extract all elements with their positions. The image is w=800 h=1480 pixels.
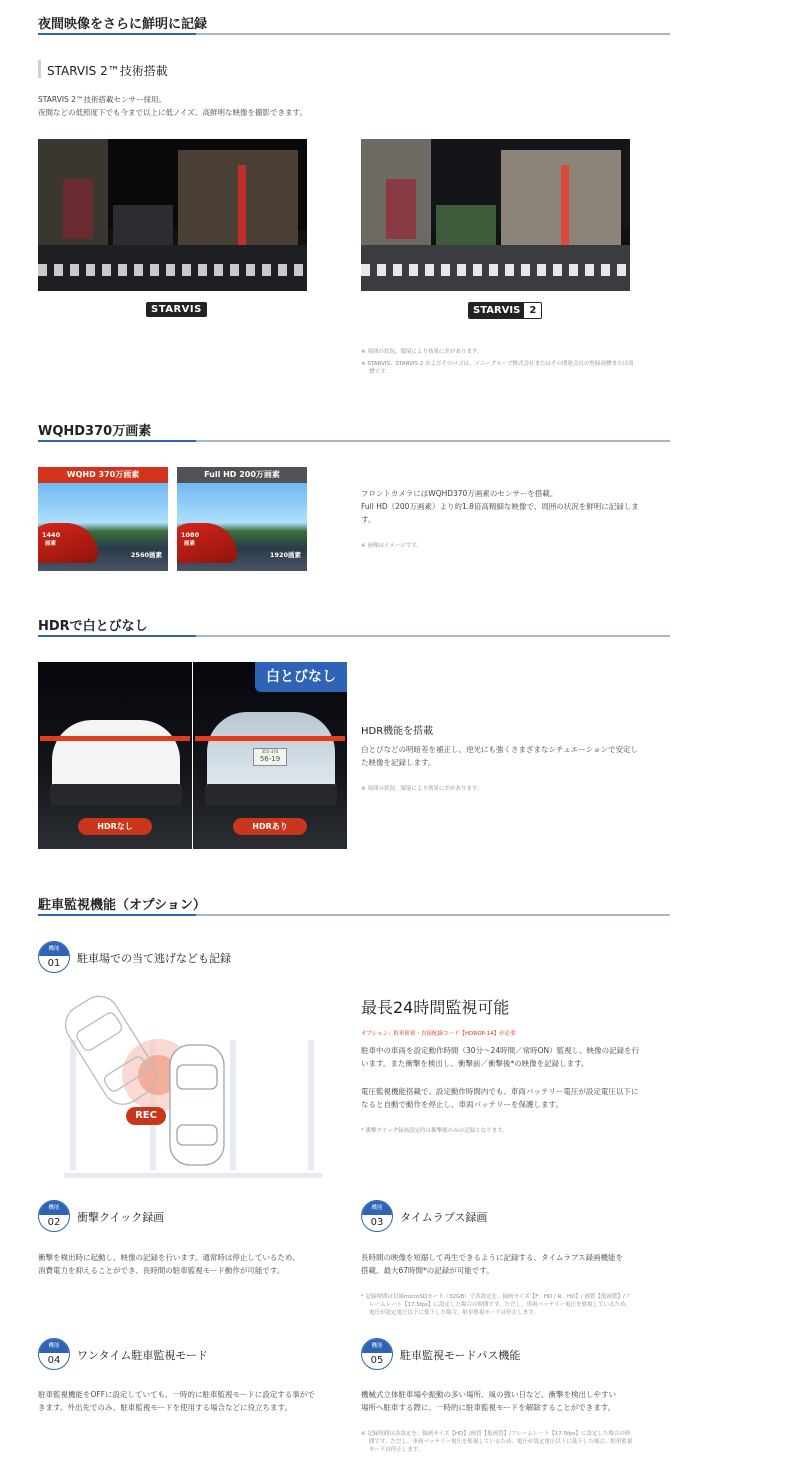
feature-badge-02 [38, 1200, 70, 1232]
fullhd-height-unit: 画素 [184, 541, 196, 547]
no-blowout-banner: 白とびなし [255, 662, 347, 692]
fullhd-width: 1920画素 [269, 551, 301, 559]
wqhd-text-2: Full HD（200万画素）より約1.8倍高精細な映像で、周囲の状況を鮮明に記録しま [361, 502, 639, 511]
starvis2-logo-num: 2 [524, 303, 541, 318]
feature-03-note-3: 電圧が設定電圧以下に低下した場合、駐車監視モードは停止します。 [369, 1310, 539, 1316]
starvis2-logo [468, 302, 542, 319]
rec-badge: REC [126, 1107, 166, 1125]
note-effect: ※ 周囲の状況、環境により効果に差があります。 [361, 349, 483, 355]
feature-05-text-2: 場所へ駐車する際に、一時的に駐車監視モードを解除することができます。 [361, 1403, 616, 1412]
feature-badge-03 [361, 1200, 393, 1232]
parking-text-2: います。また衝撃を検出し、衝撃前／衝撃後*の映像を記録します。 [361, 1059, 589, 1068]
section-divider [38, 33, 670, 35]
feature-02-text-1: 衝撃を検出時に起動し、映像の記録を行います。通常時は停止しているため、 [38, 1253, 300, 1262]
starvis2-logo-text: STARVIS [469, 303, 524, 318]
wqhd-text-1: フロントカメラにはWQHD370万画素のセンサーを搭載。 [361, 489, 558, 498]
wqhd-height: 1440 [42, 531, 61, 539]
wqhd-image [38, 467, 168, 571]
section-title-parking: 駐車監視機能（オプション） [38, 898, 206, 913]
feature-04-title: ワンタイム駐車監視モード [77, 1349, 208, 1362]
plate-number: 56-19 [259, 755, 281, 763]
fullhd-height: 1080 [181, 531, 200, 539]
badge-label: 機能 [39, 1339, 69, 1353]
badge-number: 04 [47, 1355, 61, 1366]
badge-label: 機能 [362, 1339, 392, 1353]
note-quick: * 衝撃クイック録画設定時は衝撃後のみの記録となります。 [361, 1128, 508, 1134]
feature-02-title: 衝撃クイック録画 [77, 1211, 165, 1224]
wqhd-header: WQHD 370万画素 [38, 467, 168, 483]
feature-03-note-2: レームレート【17.5fps】に設定した場合の時間です。ただし、車両バッテリー電圧を監視しているため、 [369, 1302, 631, 1308]
feature-05-title: 駐車監視モードパス機能 [400, 1349, 521, 1362]
note-trademark-2: 標です。 [369, 369, 391, 375]
feature-01-title: 駐車場での当て逃げなども記録 [77, 952, 231, 965]
badge-number: 05 [370, 1355, 384, 1366]
section-title-wqhd: WQHD370万画素 [38, 424, 152, 439]
parking-illustration [40, 985, 340, 1185]
plate-top: 355-370 [261, 749, 279, 754]
badge-label: 機能 [39, 1201, 69, 1215]
subheading-bar [38, 60, 41, 78]
hdr-heading: HDR機能を搭載 [361, 726, 434, 737]
note-image: ※ 画像はイメージです。 [361, 543, 422, 549]
subheading-starvis: STARVIS 2™技術搭載 [47, 64, 168, 78]
hdr-text-2: た映像を記録します。 [361, 758, 436, 767]
feature-badge-04 [38, 1338, 70, 1370]
badge-number: 03 [370, 1217, 384, 1228]
max-24h-heading: 最長24時間監視可能 [361, 998, 510, 1017]
section-title-hdr: HDRで白とびなし [38, 619, 148, 634]
feature-03-note-1: * 記録時間は付属microSDカード（32GB）で各設定を、録画サイズ【F：HD / R：HD】/ 画質【低画質】/フ [361, 1294, 631, 1300]
starvis-text-2: 夜間などの低照度下でも今まで以上に低ノイズ、高鮮明な映像を撮影できます。 [38, 108, 307, 117]
badge-label: 機能 [362, 1201, 392, 1215]
hdr-off-image [38, 662, 192, 849]
hdr-text-1: 白とびなどの明暗差を補正し、逆光にも強くさまざまなシチュエーションで安定し [361, 745, 638, 754]
parking-text-3: 電圧監視機能搭載で、設定動作時間内でも、車両バッテリー電圧が設定電圧以下に [361, 1087, 639, 1096]
feature-05-text-1: 機械式立体駐車場や振動の多い場所、風の強い日など、衝撃を検出しやすい [361, 1390, 616, 1399]
hdr-on-image [193, 662, 347, 849]
feature-04-text-2: きます。外出先でのみ、駐車監視モードを使用する場合などに役立ちます。 [38, 1403, 292, 1412]
hdr-on-label: HDRあり [233, 818, 307, 835]
note-hdr: ※ 周囲の状況、環境により効果に差があります。 [361, 786, 483, 792]
feature-04-text-1: 駐車監視機能をOFFに設定していても、一時的に駐車監視モードに設定する事がで [38, 1390, 315, 1399]
parking-text-1: 駐車中の車両を設定動作時間（30分〜24時間／常時ON）監視し、映像の記録を行 [361, 1046, 640, 1055]
feature-03-title: タイムラプス録画 [400, 1211, 488, 1224]
feature-05-note-3: モードは停止します。 [369, 1447, 424, 1453]
option-note: オプション：駐車監視・直接配線コード【HDROP-14】が必要 [361, 1031, 516, 1037]
section-divider [38, 914, 670, 916]
section-divider [38, 440, 670, 442]
fullhd-image [177, 467, 307, 571]
badge-label: 機能 [39, 942, 69, 956]
feature-03-text-2: 搭載。最大67時間*の記録が可能です。 [361, 1266, 494, 1275]
feature-badge-05 [361, 1338, 393, 1370]
parking-text-4: なると自動で動作を停止し、車両バッテリーを保護します。 [361, 1100, 563, 1109]
night-image-starvis [38, 139, 307, 291]
feature-03-text-1: 長時間の映像を短縮して再生できるように記録する、タイムラプス録画機能を [361, 1253, 624, 1262]
section-title-night: 夜間映像をさらに鮮明に記録 [38, 17, 208, 32]
feature-05-note-2: 間です。ただし、車両バッテリー電圧を監視しているため、電圧が設定電圧以下に低下した場合、駐車監視 [369, 1439, 633, 1445]
wqhd-width: 2560画素 [130, 551, 162, 559]
fullhd-header: Full HD 200万画素 [177, 467, 307, 483]
wqhd-text-3: す。 [361, 515, 376, 524]
feature-badge-01 [38, 941, 70, 973]
feature-02-text-2: 消費電力を抑えることができ、長時間の駐車監視モード動作が可能です。 [38, 1266, 285, 1275]
badge-number: 01 [47, 958, 61, 969]
night-image-starvis2 [361, 139, 630, 291]
hdr-off-label: HDRなし [78, 818, 152, 835]
note-trademark-1: ※ STARVIS、STARVIS 2 およびそのロゴは、ソニーグループ株式会社またはその関連会社の登録商標または商 [361, 361, 634, 367]
feature-05-note-1: ※ 記録時間は各設定を、録画サイズ【HD】/画質【低画質】/フレームレート【17.5fps】に設定した場合の時 [361, 1431, 631, 1437]
starvis-logo: STARVIS [146, 302, 207, 317]
wqhd-height-unit: 画素 [45, 541, 57, 547]
badge-number: 02 [47, 1217, 61, 1228]
section-divider [38, 635, 670, 637]
license-plate [253, 748, 287, 766]
starvis-text-1: STARVIS 2™技術搭載センサー採用。 [38, 95, 166, 104]
